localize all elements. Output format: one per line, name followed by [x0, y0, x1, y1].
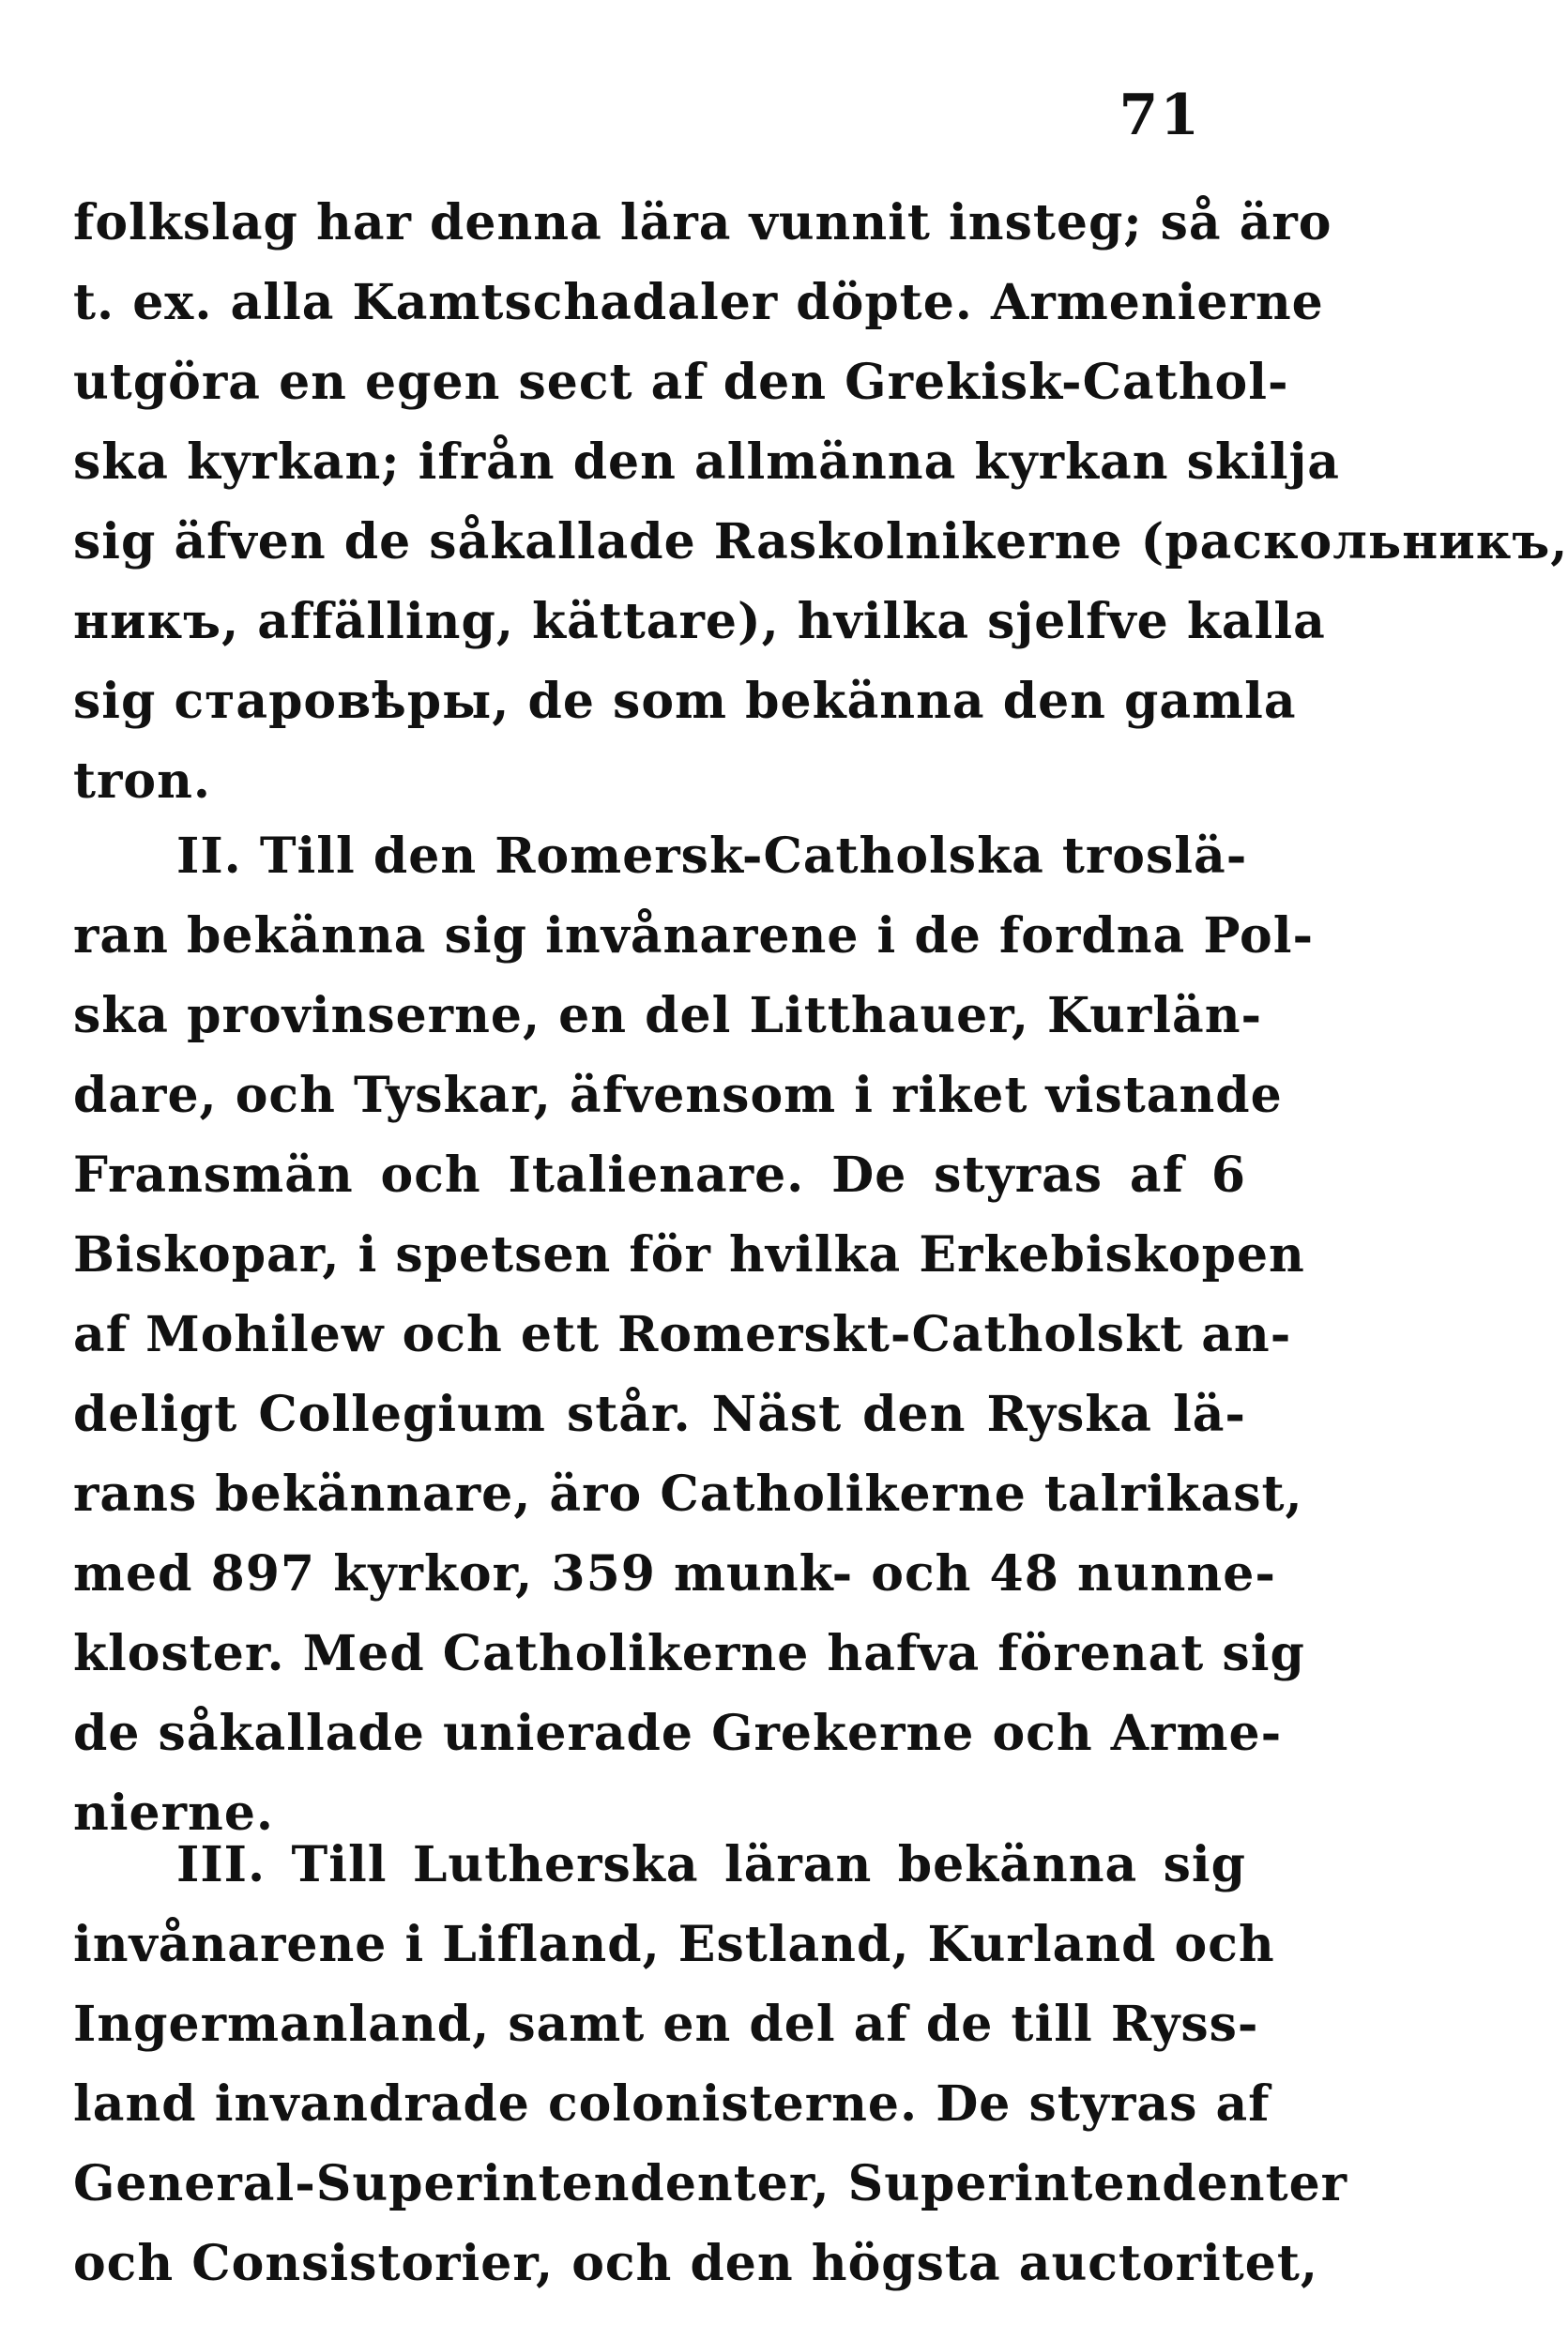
text-line: de såkallade unierade Grekerne och Arme-	[73, 1705, 1283, 1762]
text-line: Biskopar, i spetsen för hvilka Erkebiskopen	[73, 1226, 1305, 1284]
text-line: tron.	[73, 752, 212, 810]
text-line: III. Till Lutherska läran bekänna sig	[176, 1836, 1246, 1893]
paragraph-3	[73, 1825, 1348, 2303]
text-line: sig äfven de såkallade Raskolnikerne (раскольникъ,	[73, 513, 1568, 570]
text-line: land invandrade colonisterne. De styras af	[73, 2075, 1271, 2133]
text-line: och Consistorier, och den högsta auctoritet,	[73, 2235, 1318, 2292]
text-line: Fransmän och Italienare. De styras af 6	[73, 1147, 1246, 1204]
text-line: af Mohilew och ett Romerskt-Catholskt an-	[73, 1306, 1292, 1363]
text-line: ran bekänna sig invånarene i de fordna Pol-	[73, 907, 1315, 965]
text-line: II. Till den Romersk-Catholska troslä-	[176, 828, 1248, 885]
text-line: invånarene i Lifland, Estland, Kurland och	[73, 1916, 1275, 1973]
text-line: kloster. Med Catholikerne hafva förenat sig	[73, 1625, 1305, 1682]
text-line: sig старовѣры, de som bekänna den gamla	[73, 673, 1297, 730]
paragraph-2	[73, 816, 1315, 1853]
text-line: deligt Collegium står. Näst den Ryska lä-	[73, 1386, 1246, 1443]
text-line: General-Superintendenter, Superintendenter	[73, 2155, 1348, 2212]
paragraph-1	[73, 183, 1568, 821]
text-line: dare, och Tyskar, äfvensom i riket vistande	[73, 1067, 1283, 1124]
text-line: nierne.	[73, 1785, 275, 1842]
text-line: t. ex. alla Kamtschadaler döpte. Armenierne	[73, 274, 1324, 331]
page-number: 71	[1119, 83, 1201, 148]
text-line: ska provinserne, en del Litthauer, Kurlän-	[73, 987, 1263, 1044]
text-line: folkslag har denna lära vunnit insteg; så äro	[73, 194, 1332, 251]
text-line: rans bekännare, äro Catholikerne talrikast,	[73, 1466, 1303, 1523]
text-line: med 897 kyrkor, 359 munk- och 48 nunne-	[73, 1545, 1276, 1603]
text-line: utgöra en egen sect af den Grekisk-Cathol-	[73, 354, 1289, 411]
text-line: никъ, affälling, kättare), hvilka sjelfve kalla	[73, 593, 1326, 650]
text-line: Ingermanland, samt en del af de till Ryss-	[73, 1996, 1259, 2053]
text-line: ska kyrkan; ifrån den allmänna kyrkan skilja	[73, 433, 1340, 491]
